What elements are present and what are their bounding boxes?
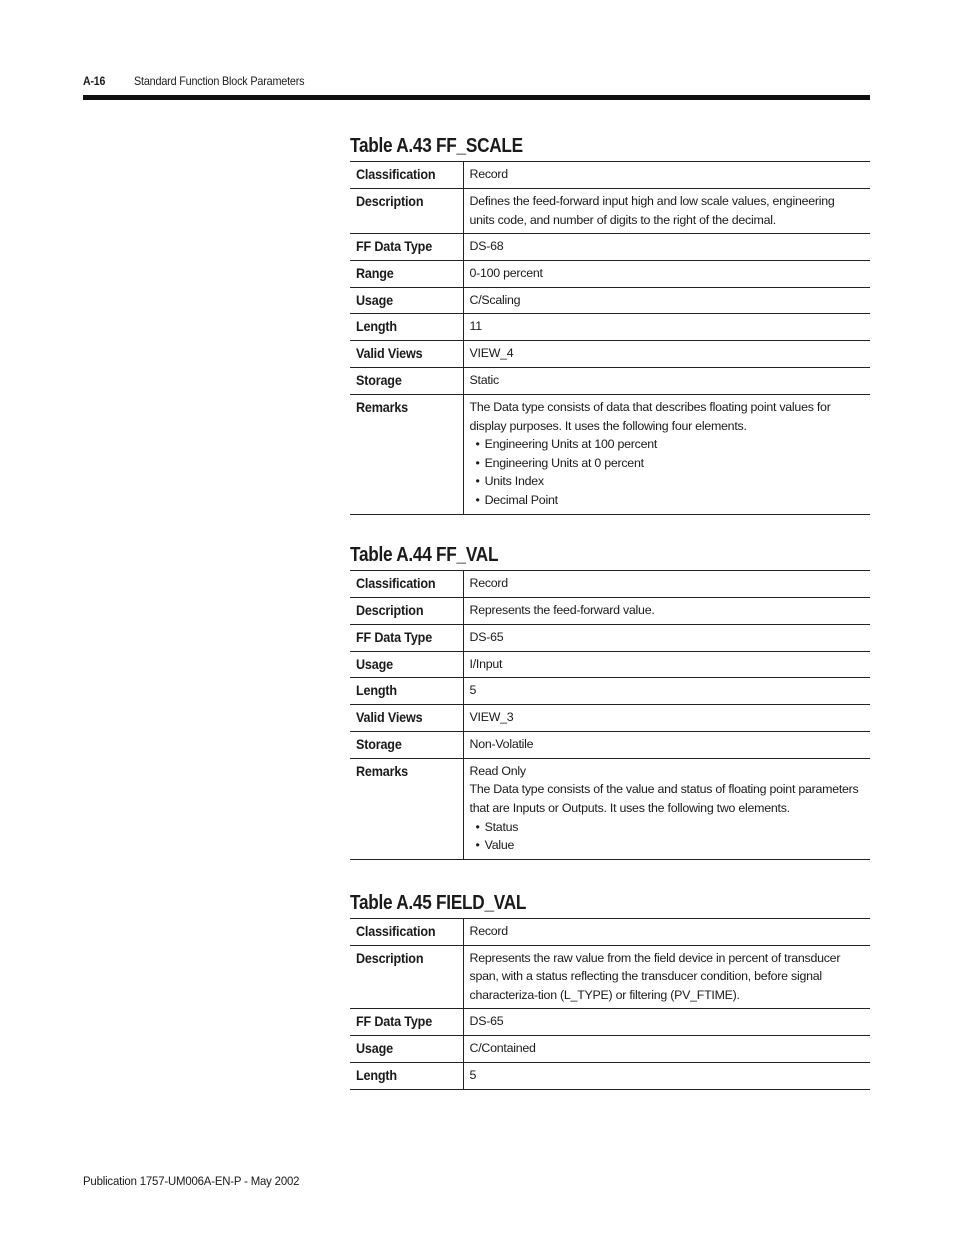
row-value <box>463 1036 870 1063</box>
bullet-item: • Engineering Units at 100 percent <box>476 435 863 454</box>
row-value <box>463 260 870 287</box>
row-label <box>350 287 463 314</box>
table-row <box>350 260 870 287</box>
row-label-text: Description <box>356 949 424 966</box>
table-row <box>350 945 870 1009</box>
row-value-text: The Data type consists of the value and status of floating point parameters that are Inputs or Outputs. It uses the following two elements. <box>469 782 859 815</box>
row-label <box>350 571 463 598</box>
row-value-text: Record <box>469 576 508 590</box>
table-row <box>350 651 870 678</box>
row-label-text: Usage <box>356 655 393 672</box>
row-value-text: Represents the raw value from the field device in percent of transducer span, with a status reflecting the transducer condition, before signal characteriza-tion (L_TYPE) or filtering (PV_FTIME). <box>469 950 841 1002</box>
row-value-text: I/Input <box>469 656 503 671</box>
row-value <box>463 919 870 946</box>
bullet-item: • Decimal Point <box>476 491 863 510</box>
row-label-text: Description <box>356 193 424 209</box>
table-row <box>350 919 870 946</box>
row-label <box>350 678 463 705</box>
table-title: Table A.44 FF_VAL <box>350 544 499 566</box>
row-label <box>350 367 463 394</box>
bullet-list <box>470 818 863 855</box>
row-label <box>350 919 463 946</box>
row-value-text: 11 <box>469 319 482 334</box>
row-label <box>350 651 463 678</box>
row-label-text: FF Data Type <box>356 628 433 645</box>
row-label-text: Length <box>356 1066 397 1083</box>
table-row <box>350 731 870 758</box>
row-value-text: Record <box>469 924 508 938</box>
row-label-text: FF Data Type <box>356 238 433 255</box>
row-value <box>463 945 870 1009</box>
row-label-text: Usage <box>356 291 393 308</box>
table-row <box>350 367 870 394</box>
running-title: Standard Function Block Parameters <box>134 74 305 88</box>
table-ff-val <box>350 540 870 860</box>
row-value-text: VIEW_3 <box>469 710 514 725</box>
row-label-text: Remarks <box>356 398 408 415</box>
row-value <box>463 1009 870 1036</box>
publication-footer: Publication 1757-UM006A-EN-P - May 2002 <box>83 1174 300 1188</box>
table-row <box>350 394 870 514</box>
row-value-text: C/Contained <box>469 1041 536 1056</box>
row-value <box>463 678 870 705</box>
row-value-text: Static <box>469 372 499 387</box>
row-label-text: Usage <box>356 1040 393 1057</box>
row-value <box>463 624 870 651</box>
row-label <box>350 705 463 732</box>
row-label <box>350 234 463 261</box>
row-label <box>350 731 463 758</box>
row-value <box>463 758 870 859</box>
table-row <box>350 234 870 261</box>
row-value <box>463 571 870 598</box>
row-value-text: Defines the feed-forward input high and low scale values, engineering units code, and number of digits to the right of the decimal. <box>469 194 835 227</box>
row-value <box>463 598 870 625</box>
row-value <box>463 731 870 758</box>
row-value <box>463 367 870 394</box>
row-label-text: Description <box>356 602 424 618</box>
row-label-text: Storage <box>356 371 402 388</box>
row-label-text: Range <box>356 264 394 281</box>
table-row <box>350 1062 870 1089</box>
row-value-text: 5 <box>469 1067 477 1082</box>
row-label-text: Classification <box>356 575 436 591</box>
parameter-table <box>350 161 870 515</box>
row-value <box>463 189 870 234</box>
row-value <box>463 234 870 261</box>
row-value <box>463 394 870 514</box>
bullet-item: • Units Index <box>476 472 863 491</box>
row-label-text: Length <box>356 682 397 699</box>
row-value-text: VIEW_4 <box>469 346 514 361</box>
row-value-text: DS-65 <box>469 1014 504 1029</box>
row-label-text: Remarks <box>356 762 408 779</box>
table-row <box>350 162 870 189</box>
table-row <box>350 571 870 598</box>
row-value-text: Represents the feed-forward value. <box>469 603 655 617</box>
row-label <box>350 1009 463 1036</box>
bullet-item: • Status <box>476 818 863 837</box>
table-row <box>350 758 870 859</box>
table-row <box>350 1009 870 1036</box>
table-row <box>350 314 870 341</box>
bullet-item: • Engineering Units at 0 percent <box>476 454 863 473</box>
table-row <box>350 341 870 368</box>
row-label-text: Valid Views <box>356 709 423 726</box>
row-label <box>350 314 463 341</box>
row-label <box>350 260 463 287</box>
row-label-text: Length <box>356 318 397 335</box>
row-label <box>350 758 463 859</box>
table-title: Table A.43 FF_SCALE <box>350 135 523 157</box>
row-value <box>463 1062 870 1089</box>
page-header <box>83 72 870 92</box>
row-value <box>463 651 870 678</box>
row-label-text: Classification <box>356 166 436 182</box>
table-row <box>350 1036 870 1063</box>
row-label <box>350 945 463 1009</box>
row-label <box>350 189 463 234</box>
table-ff-scale <box>350 131 870 515</box>
table-row <box>350 678 870 705</box>
row-value-text: 5 <box>469 683 477 698</box>
row-value <box>463 705 870 732</box>
table-row <box>350 624 870 651</box>
table-row <box>350 705 870 732</box>
row-value-text: The Data type consists of data that describes floating point values for display purposes. It uses the following four elements. <box>469 399 831 433</box>
row-value <box>463 314 870 341</box>
row-value-text: 0-100 percent <box>469 265 543 280</box>
row-label <box>350 624 463 651</box>
row-value <box>463 287 870 314</box>
parameter-table <box>350 570 870 860</box>
row-value-text: Record <box>469 167 508 181</box>
row-value-text: Non-Volatile <box>469 736 534 751</box>
row-label-text: Valid Views <box>356 345 423 362</box>
table-row <box>350 189 870 234</box>
row-value-text: DS-68 <box>469 239 504 254</box>
row-value-text: C/Scaling <box>469 292 521 307</box>
row-label-text: FF Data Type <box>356 1013 433 1030</box>
parameter-table <box>350 918 870 1090</box>
row-label <box>350 598 463 625</box>
header-rule <box>83 95 870 100</box>
row-label <box>350 1062 463 1089</box>
row-label <box>350 341 463 368</box>
row-value <box>463 162 870 189</box>
page-number: A-16 <box>83 74 106 88</box>
row-label-text: Classification <box>356 923 436 939</box>
bullet-item: • Value <box>476 836 863 855</box>
table-title: Table A.45 FIELD_VAL <box>350 892 527 914</box>
row-value <box>463 341 870 368</box>
bullet-list <box>470 435 863 509</box>
row-label <box>350 162 463 189</box>
table-row <box>350 598 870 625</box>
row-label <box>350 1036 463 1063</box>
table-field-val <box>350 888 870 1090</box>
row-label <box>350 394 463 514</box>
row-label-text: Storage <box>356 735 402 752</box>
row-value-text: Read Only <box>469 763 526 778</box>
row-value-text: DS-65 <box>469 629 504 644</box>
table-row <box>350 287 870 314</box>
